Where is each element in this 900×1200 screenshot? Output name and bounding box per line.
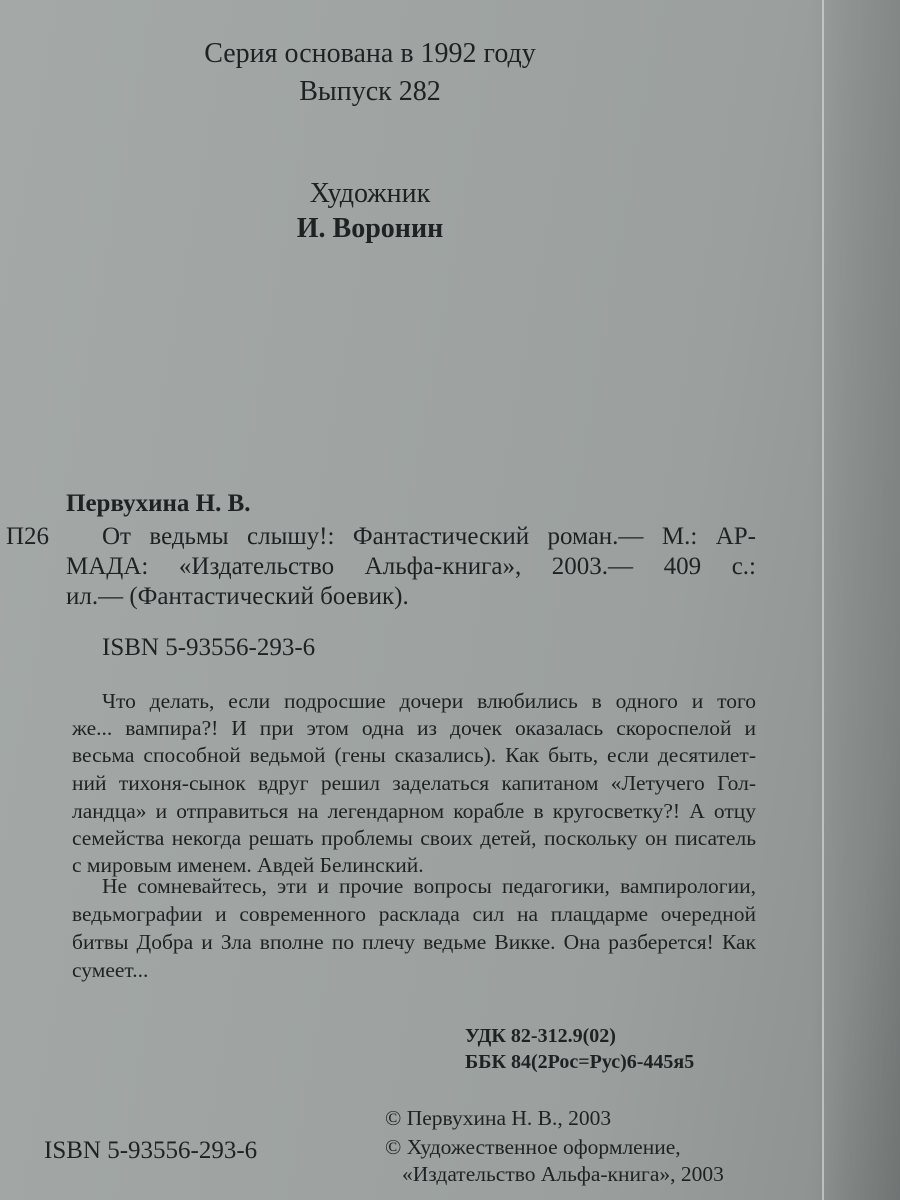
annotation-line: с мировым именем. Авдей Белинский. <box>72 853 424 877</box>
catalog-entry-line: МАДА: «Издательство Альфа-книга», 2003.— 409 с.: <box>66 553 756 580</box>
annotation-line: ний тихоня-сынок вдруг решил заделаться капитаном «Летучего Гол- <box>72 771 756 795</box>
annotation-line: семейства некогда решать проблемы своих детей, поскольку он писатель <box>72 826 756 850</box>
annotation-line: ландца» и отправиться на легендарном корабле в кругосветку?! А отцу <box>72 799 756 823</box>
artist-role-label: Художник <box>309 178 431 209</box>
bbk-code: ББК 84(2Рос=Рус)6-445я5 <box>465 1051 695 1073</box>
copyright-publisher: «Издательство Альфа-книга», 2003 <box>402 1162 724 1186</box>
catalog-isbn: ISBN 5-93556-293-6 <box>102 634 316 661</box>
catalog-code: П26 <box>6 523 50 550</box>
copyright-author: © Первухина Н. В., 2003 <box>385 1106 612 1130</box>
series-issue-text: Выпуск 282 <box>299 76 441 107</box>
page-edge-line <box>822 0 824 1200</box>
annotation-line: Не сомневайтесь, эти и прочие вопросы педагогики, вампирологии, <box>102 874 756 898</box>
annotation-line: сумеет... <box>72 958 149 982</box>
artist-name: И. Воронин <box>296 213 444 244</box>
catalog-entry-line: От ведьмы слышу!: Фантастический роман.— М.: АР- <box>102 523 756 550</box>
annotation-line: битвы Добра и Зла вполне по плечу ведьме Викке. Она разберется! Как <box>72 930 756 954</box>
annotation-line: же... вампира?! И при этом одна из дочек оказалась скороспелой и <box>72 716 756 740</box>
copyright-design: © Художественное оформление, <box>385 1135 681 1159</box>
annotation-line: весьма способной ведьмой (гены сказались). Как быть, если десятилет- <box>72 743 756 767</box>
footer-isbn: ISBN 5-93556-293-6 <box>44 1137 258 1164</box>
annotation-line: Что делать, если подросшие дочери влюбились в одного и того <box>102 689 756 713</box>
udk-code: УДК 82-312.9(02) <box>465 1025 616 1047</box>
series-founded-text: Серия основана в 1992 году <box>204 38 536 69</box>
catalog-author-heading: Первухина Н. В. <box>66 490 251 517</box>
annotation-line: ведьмографии и современного расклада сил на плацдарме очередной <box>72 902 756 926</box>
catalog-entry-line: ил.— (Фантастический боевик). <box>66 583 409 610</box>
